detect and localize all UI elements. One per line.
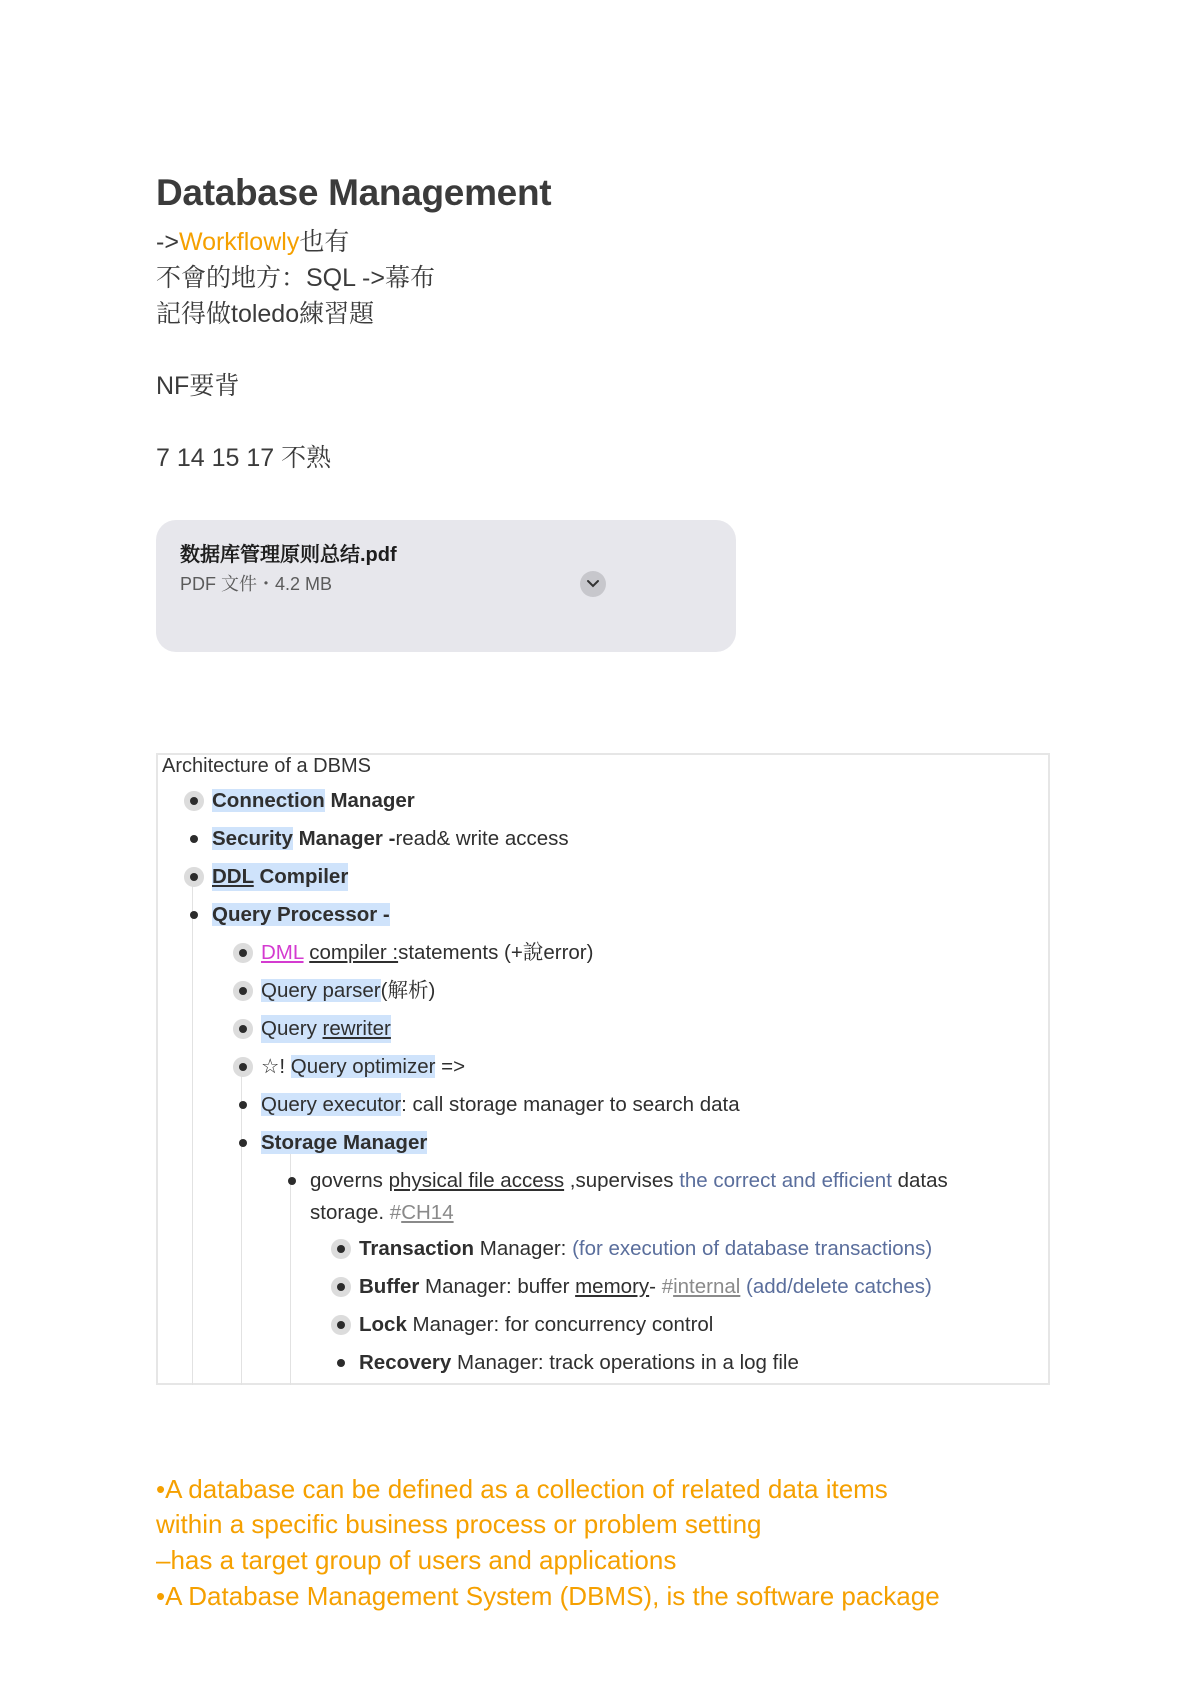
bullet[interactable] [190,835,198,843]
guide-line [241,1075,242,1385]
star-icon: ☆! [261,1055,291,1078]
bullet[interactable] [239,1025,247,1033]
outline-item-ddl[interactable]: DDL Compiler [212,863,348,891]
guide-line [192,880,193,1385]
outline-item-connection[interactable]: Connection Manager [212,789,415,812]
paragraph-line: •A database can be defined as a collection of related data items [156,1474,888,1504]
outline-item-governs-cont: storage. #CH14 [310,1201,454,1224]
tag-internal: internal [673,1275,741,1298]
outline-item-optimizer[interactable]: ☆! Query optimizer => [261,1055,466,1078]
outline-item-recovery[interactable]: Recovery Manager: track operations in a log file [359,1351,799,1374]
paragraph-line: •A Database Management System (DBMS), is the software package [156,1581,940,1611]
outline-item-parser[interactable]: Query parser(解析) [261,979,436,1002]
paragraph-line: within a specific business process or problem setting [156,1509,762,1539]
outline-item-executor[interactable]: Query executor: call storage manager to search data [261,1093,740,1116]
bullet[interactable] [239,1063,247,1071]
bullet[interactable] [337,1283,345,1291]
page-title: Database Management [156,172,552,213]
outline-heading: Architecture of a DBMS [162,755,371,777]
outline-item-governs[interactable]: governs physical file access ,supervises the correct and efficient datas [310,1169,948,1192]
note-line-sql: 不會的地方：SQL ->幕布 [156,264,435,292]
outline-item-query-processor[interactable]: Query Processor - [212,903,390,926]
outline-item-dml[interactable]: DML compiler :statements (+說error) [261,941,594,964]
bullet[interactable] [239,987,247,995]
note-line-nf: NF要背 [156,372,240,400]
paragraph-line: –has a target group of users and applications [156,1545,677,1575]
outline-item-transaction[interactable]: Transaction Manager: (for execution of database transactions) [359,1237,933,1260]
note-line-toledo: 記得做toledo練習題 [156,300,375,328]
outline-item-security[interactable]: Security Manager -read& write access [212,827,569,850]
attachment-meta: PDF 文件・4.2 MB [180,574,333,594]
bullet[interactable] [337,1321,345,1329]
bullet[interactable] [337,1245,345,1253]
note-prefix: -> [156,228,179,256]
note-line-workflowly [156,222,349,258]
outline-item-storage[interactable]: Storage Manager [261,1131,428,1154]
workflowly-link[interactable]: Workflowly [178,228,300,256]
bullet[interactable] [239,1101,247,1109]
outline-item-rewriter[interactable]: Query rewriter [261,1015,391,1043]
bullet[interactable] [239,949,247,957]
note-suffix: 也有 [299,228,350,256]
pdf-attachment-card[interactable] [156,520,736,652]
bullet[interactable] [190,873,198,881]
attachment-filename: 数据库管理原则总结.pdf [180,544,397,566]
bullet[interactable] [190,911,198,919]
chevron-down-icon[interactable] [580,571,606,597]
dbms-outline-image [156,753,1050,1385]
tag-ch14: CH14 [401,1201,454,1224]
bullet[interactable] [190,797,198,805]
note-line-unfamiliar: 7 14 15 17 不熟 [156,444,332,472]
outline-item-lock[interactable]: Lock Manager: for concurrency control [359,1313,714,1336]
bullet[interactable] [239,1139,247,1147]
bullet[interactable] [288,1177,296,1185]
bullet[interactable] [337,1359,345,1367]
outline-item-buffer[interactable]: Buffer Manager: buffer memory- #internal (add/delete catches) [359,1275,932,1298]
